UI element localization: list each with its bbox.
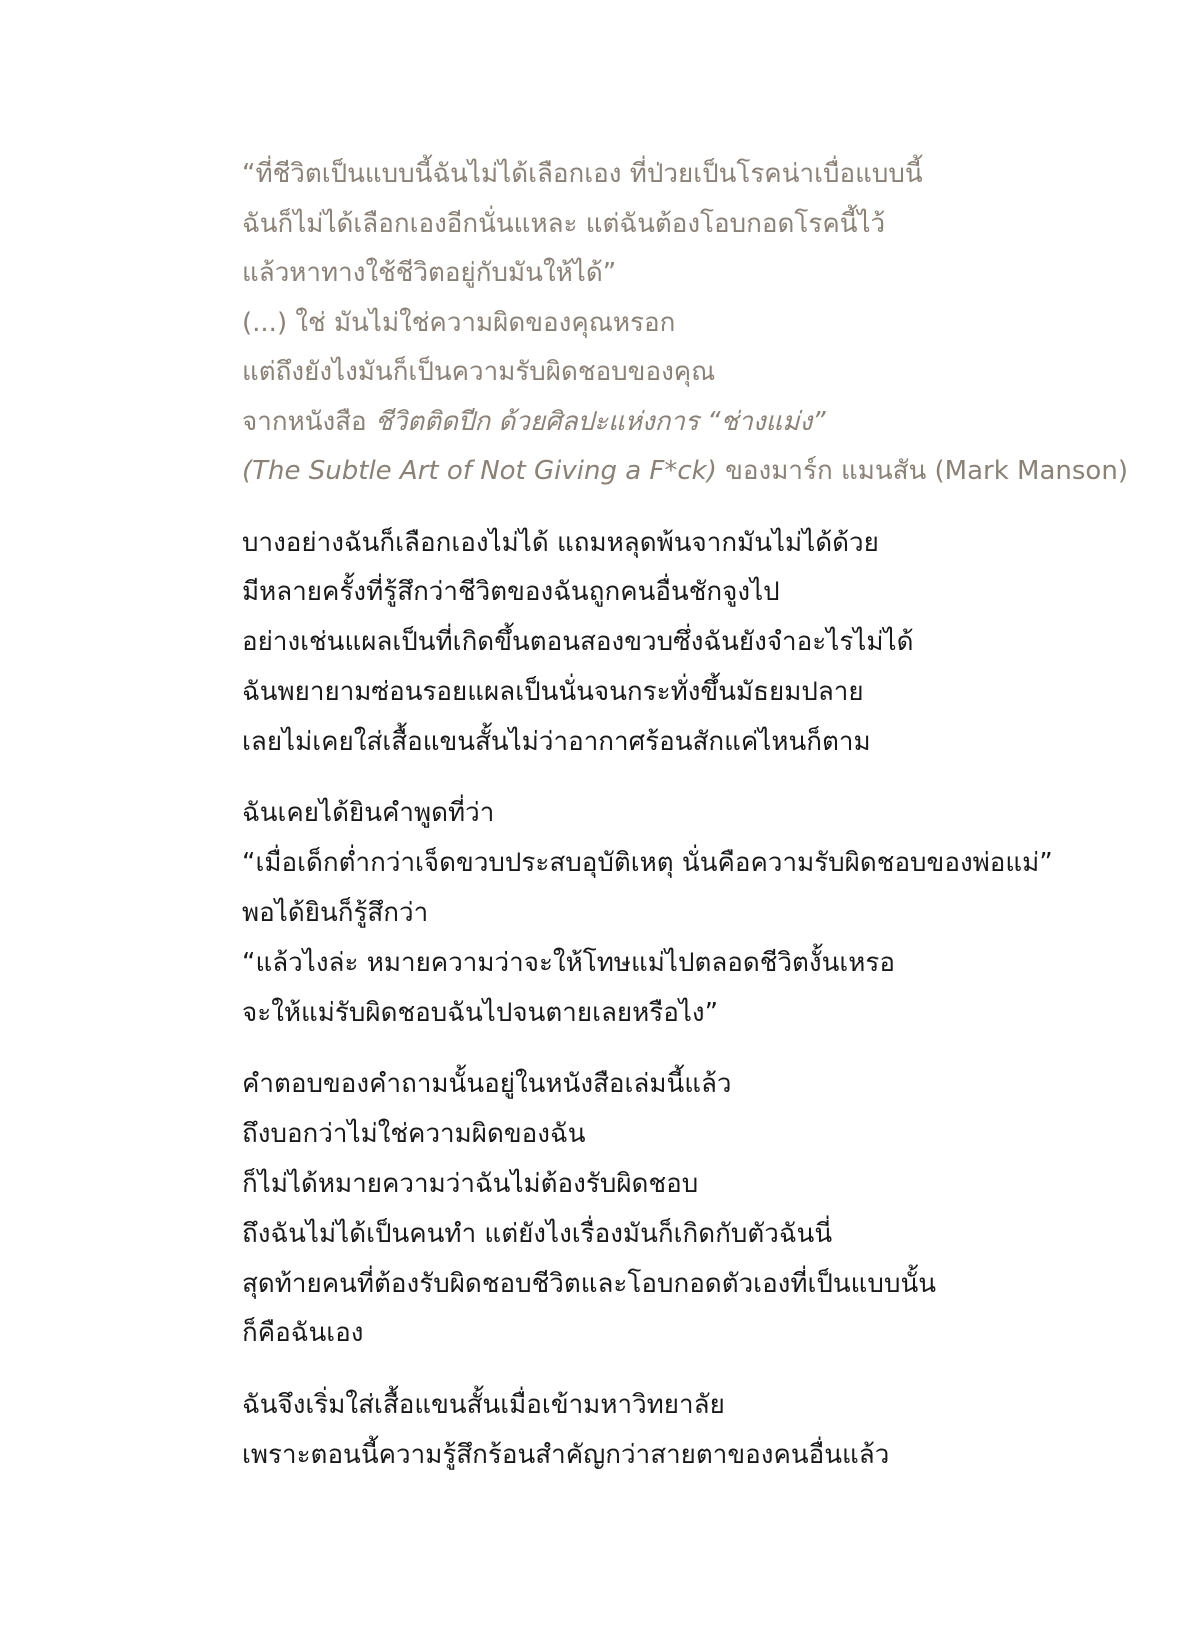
body-line: ก็คือฉันเอง [242, 1318, 364, 1349]
source-author: ของมาร์ก แมนสัน (Mark Manson) [716, 456, 1128, 486]
epigraph-line: ฉันก็ไม่ได้เลือกเองอีกนั่นแหละ แต่ฉันต้องโอบกอดโรคนี้ไว้ [242, 208, 886, 239]
body-line: “แล้วไงล่ะ หมายความว่าจะให้โทษแม่ไปตลอดชีวิตงั้นเหรอ [242, 947, 896, 978]
paragraph-1 [242, 519, 1122, 768]
epigraph-source-line-2 [242, 447, 1128, 497]
body-line: อย่างเช่นแผลเป็นที่เกิดขึ้นตอนสองขวบซึ่งฉันยังจำอะไรไม่ได้ [242, 627, 914, 658]
epigraph-line: (...) ใช่ มันไม่ใช่ความผิดของคุณหรอก [242, 307, 676, 338]
body-line: ถึงฉันไม่ได้เป็นคนทำ แต่ยังไงเรื่องมันก็เกิดกับตัวฉันนี่ [242, 1218, 833, 1249]
body-line: สุดท้ายคนที่ต้องรับผิดชอบชีวิตและโอบกอดตัวเองที่เป็นแบบนั้น [242, 1268, 936, 1299]
paragraph-3 [242, 1060, 1122, 1359]
epigraph-source [242, 398, 1122, 448]
source-title-thai: ชีวิตติดปีก ด้วยศิลปะแห่งการ “ช่างแม่ง” [374, 406, 826, 437]
body-line: “เมื่อเด็กต่ำกว่าเจ็ดขวบประสบอุบัติเหตุ นั่นคือความรับผิดชอบของพ่อแม่” [242, 848, 1053, 879]
body-line: บางอย่างฉันก็เลือกเองไม่ได้ แถมหลุดพ้นจากมันไม่ได้ด้วย [242, 527, 879, 558]
epigraph-line: แต่ถึงยังไงมันก็เป็นความรับผิดชอบของคุณ [242, 357, 716, 387]
paragraph-4 [242, 1381, 1122, 1481]
epigraph-line: “ที่ชีวิตเป็นแบบนี้ฉันไม่ได้เลือกเอง ที่ป่วยเป็นโรคน่าเบื่อแบบนี้ [242, 159, 923, 189]
source-prefix: จากหนังสือ [242, 406, 375, 437]
body-line: พอได้ยินก็รู้สึกว่า [242, 898, 429, 929]
body-text [242, 519, 1122, 1481]
body-line: คำตอบของคำถามนั้นอยู่ในหนังสือเล่มนี้แล้ว [242, 1069, 732, 1100]
body-line: ฉันเคยได้ยินคำพูดที่ว่า [242, 798, 495, 829]
body-line: เลยไม่เคยใส่เสื้อแขนสั้นไม่ว่าอากาศร้อนสักแค่ไหนก็ตาม [242, 726, 871, 757]
body-line: ฉันจึงเริ่มใส่เสื้อแขนสั้นเมื่อเข้ามหาวิทยาลัย [242, 1390, 725, 1421]
body-line: จะให้แม่รับผิดชอบฉันไปจนตายเลยหรือไง” [242, 997, 719, 1028]
body-line: ก็ไม่ได้หมายความว่าฉันไม่ต้องรับผิดชอบ [242, 1169, 699, 1200]
body-line: มีหลายครั้งที่รู้สึกว่าชีวิตของฉันถูกคนอื่นชักจูงไป [242, 577, 780, 608]
epigraph-line: แล้วหาทางใช้ชีวิตอยู่กับมันให้ได้” [242, 258, 617, 288]
epigraph [242, 150, 1128, 497]
paragraph-2 [242, 789, 1122, 1038]
source-title-english: (The Subtle Art of Not Giving a F*ck) [242, 456, 717, 486]
body-line: ฉันพยายามซ่อนรอยแผลเป็นนั่นจนกระทั่งขึ้นมัธยมปลาย [242, 676, 864, 707]
body-line: ถึงบอกว่าไม่ใช่ความผิดของฉัน [242, 1119, 586, 1150]
body-line: เพราะตอนนี้ความรู้สึกร้อนสำคัญกว่าสายตาของคนอื่นแล้ว [242, 1440, 890, 1471]
page-content [242, 150, 1128, 1481]
